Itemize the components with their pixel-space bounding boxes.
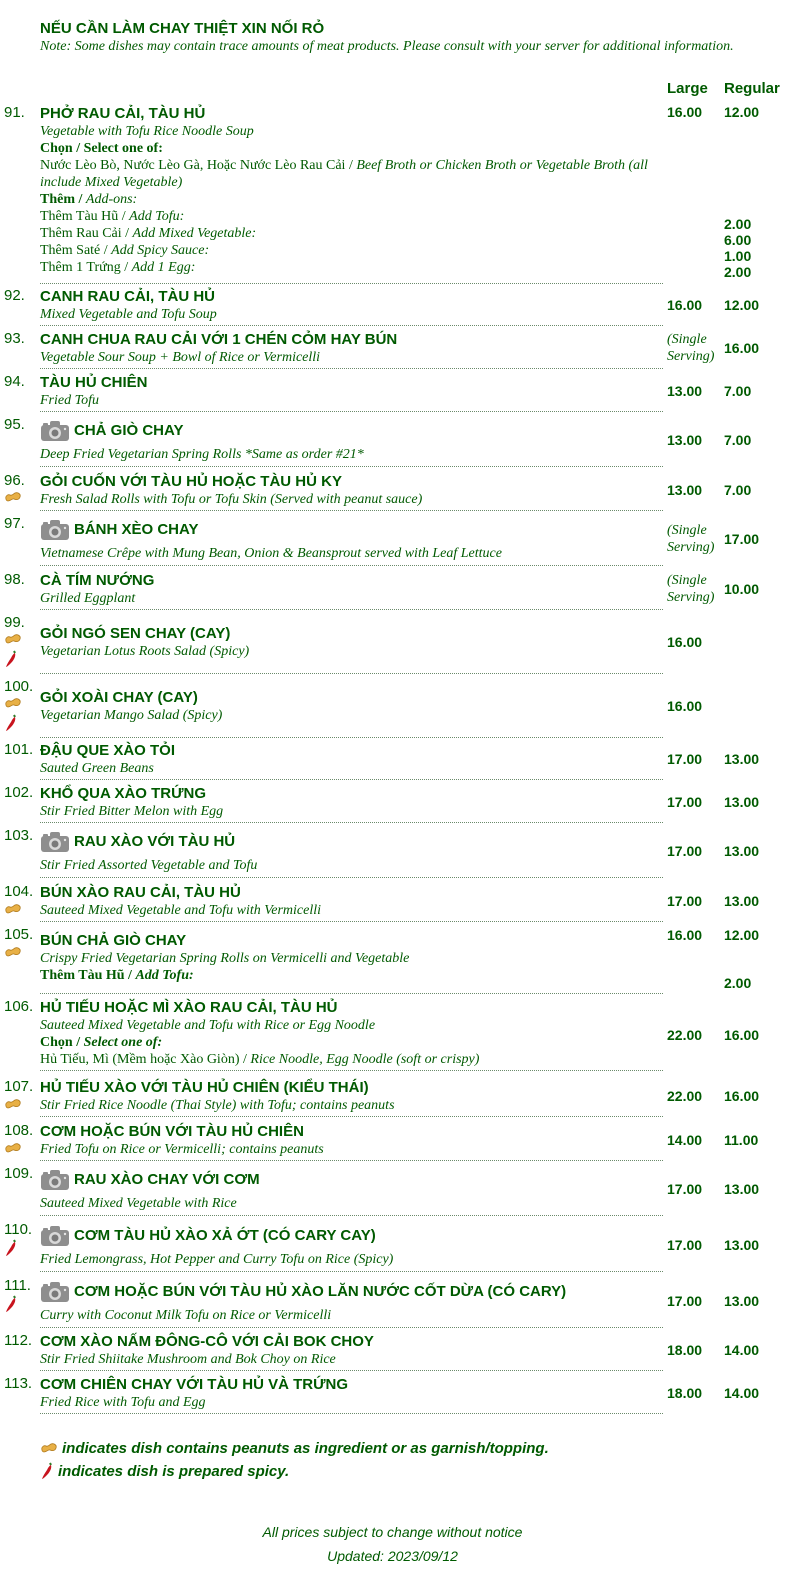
item-name-en: Stir Fried Shiitake Mushroom and Bok Choy on Rice xyxy=(40,1352,336,1367)
item-name-vn: GỎI NGÓ SEN CHAY (CAY) xyxy=(40,625,231,642)
camera-icon[interactable] xyxy=(40,1169,70,1191)
broth-options: Nước Lèo Bò, Nước Lèo Gà, Hoặc Nước Lèo Rau Cải / Beef Broth or Chicken Broth or Vegetable Broth (all include Mixed Vegetable) xyxy=(40,158,648,190)
price-regular: 7.00 xyxy=(724,482,752,498)
item-name-en: Vietnamese Crêpe with Mung Bean, Onion & Beansprout served with Leaf Lettuce xyxy=(40,546,502,561)
peanut-icon xyxy=(4,698,22,708)
peanut-icon xyxy=(4,1099,22,1109)
price-regular: 13.00 xyxy=(724,751,760,767)
item-name-en: Vegetable with Tofu Rice Noodle Soup xyxy=(40,124,254,139)
item-name-en: Fried Rice with Tofu and Egg xyxy=(40,1395,206,1410)
price-regular: 14.00 xyxy=(724,1385,760,1401)
price-large: 18.00 xyxy=(667,1342,703,1358)
item-number: 101. xyxy=(4,741,34,758)
single-serving-note: (Single Serving) xyxy=(667,573,715,605)
price-large: 16.00 xyxy=(667,698,703,714)
item-number: 99. xyxy=(4,614,25,631)
item-name-en: Sauted Green Beans xyxy=(40,761,154,776)
item-name-en: Fried Tofu xyxy=(40,393,99,408)
item-name-en: Sauteed Mixed Vegetable and Tofu with Vermicelli xyxy=(40,903,321,918)
menu-header xyxy=(40,20,740,55)
single-serving-note: (Single Serving) xyxy=(667,523,715,555)
single-serving-note: (Single Serving) xyxy=(667,332,715,364)
price-regular: 11.00 xyxy=(724,1132,759,1148)
price-large: 17.00 xyxy=(667,1181,703,1197)
item-name-en: Sauteed Mixed Vegetable and Tofu with Rice or Egg Noodle xyxy=(40,1018,376,1033)
item-name-vn: CƠM HOẶC BÚN VỚI TÀU HỦ XÀO LĂN NƯỚC CỐT DỪA (CÓ CARY) xyxy=(74,1283,567,1300)
item-name-en: Curry with Coconut Milk Tofu on Rice or Vermicelli xyxy=(40,1308,332,1323)
item-name-en: Sauteed Mixed Vegetable with Rice xyxy=(40,1196,237,1211)
choice-label: Chọn / Select one of: xyxy=(40,141,163,156)
item-name-en: Mixed Vegetable and Tofu Soup xyxy=(40,307,217,322)
peanut-icon xyxy=(4,1143,22,1153)
price-large: 22.00 xyxy=(667,1088,703,1104)
item-name-vn: HỦ TIẾU XÀO VỚI TÀU HỦ CHIÊN (KIỂU THÁI) xyxy=(40,1079,369,1096)
meat-trace-note: Note: Some dishes may contain trace amounts of meat products. Please consult with your server for additional information. xyxy=(40,39,734,54)
item-number: 106. xyxy=(4,998,34,1015)
addon-spicy-sauce: Thêm Saté / Add Spicy Sauce: xyxy=(40,243,210,258)
addons-label: Thêm / Add-ons: xyxy=(40,192,138,207)
item-name-vn: RAU XÀO CHAY VỚI CƠM xyxy=(74,1171,260,1188)
item-name-vn: CƠM XÀO NẤM ĐÔNG-CÔ VỚI CẢI BOK CHOY xyxy=(40,1333,374,1350)
addon-tofu-price: 2.00 xyxy=(724,975,752,991)
item-number: 100. xyxy=(4,678,34,695)
price-regular: 13.00 xyxy=(724,794,760,810)
price-large: 22.00 xyxy=(667,1027,703,1043)
camera-icon[interactable] xyxy=(40,831,70,853)
item-number: 103. xyxy=(4,827,34,844)
item-name-vn: TÀU HỦ CHIÊN xyxy=(40,374,148,391)
addon-vegetable-price: 6.00 xyxy=(724,232,752,248)
price-regular: 16.00 xyxy=(724,340,760,356)
item-number: 98. xyxy=(4,571,25,588)
updated-date: Updated: 2023/09/12 xyxy=(327,1548,458,1564)
item-name-vn: CANH CHUA RAU CẢI VỚI 1 CHÉN CỎM HAY BÚN xyxy=(40,331,398,348)
price-large: 17.00 xyxy=(667,843,703,859)
legend-spicy: indicates dish is prepared spicy. xyxy=(40,1460,549,1482)
camera-icon[interactable] xyxy=(40,1225,70,1247)
chili-pepper-icon xyxy=(4,1239,18,1257)
price-regular: 16.00 xyxy=(724,1027,760,1043)
price-regular: 12.00 xyxy=(724,104,760,120)
price-large: 17.00 xyxy=(667,794,703,810)
item-name-vn: GỎI XOÀI CHAY (CAY) xyxy=(40,689,198,706)
item-number: 95. xyxy=(4,416,25,433)
item-number: 97. xyxy=(4,515,25,532)
price-regular: 12.00 xyxy=(724,927,760,943)
price-regular: 13.00 xyxy=(724,1293,760,1309)
addon-tofu: Thêm Tàu Hũ / Add Tofu: xyxy=(40,209,185,224)
choice-label: Chọn / Select one of: xyxy=(40,1035,163,1050)
item-number: 113. xyxy=(4,1375,33,1392)
addon-vegetable: Thêm Rau Cải / Add Mixed Vegetable: xyxy=(40,226,257,241)
price-regular: 7.00 xyxy=(724,383,752,399)
price-regular: 13.00 xyxy=(724,843,760,859)
item-name-en: Deep Fried Vegetarian Spring Rolls *Same as order #21* xyxy=(40,447,364,462)
price-large: 17.00 xyxy=(667,1293,703,1309)
price-notice: All prices subject to change without notice xyxy=(262,1524,523,1540)
item-number: 91. xyxy=(4,104,25,121)
addon-tofu-price: 2.00 xyxy=(724,216,752,232)
legend-peanut: indicates dish contains peanuts as ingredient or as garnish/topping. xyxy=(40,1437,549,1459)
item-number: 96. xyxy=(4,472,25,489)
item-name-vn: RAU XÀO VỚI TÀU HỦ xyxy=(74,833,236,850)
camera-icon[interactable] xyxy=(40,1281,70,1303)
price-regular: 7.00 xyxy=(724,432,752,448)
column-header-regular: Regular xyxy=(724,80,780,97)
addon-tofu: Thêm Tàu Hũ / Add Tofu: xyxy=(40,968,194,983)
item-name-en: Vegetarian Mango Salad (Spicy) xyxy=(40,708,223,723)
item-name-vn: BÁNH XÈO CHAY xyxy=(74,521,199,538)
noodle-options: Hủ Tiếu, Mì (Mềm hoặc Xào Giòn) / Rice Noodle, Egg Noodle (soft or crispy) xyxy=(40,1052,480,1067)
item-name-vn: CƠM TÀU HỦ XÀO XẢ ỚT (CÓ CARY CAY) xyxy=(74,1227,376,1244)
price-large: 13.00 xyxy=(667,482,703,498)
item-name-vn: CANH RAU CẢI, TÀU HỦ xyxy=(40,288,215,305)
item-number: 109. xyxy=(4,1165,34,1182)
item-name-vn: PHỞ RAU CẢI, TÀU HỦ xyxy=(40,105,206,122)
price-regular: 13.00 xyxy=(724,893,760,909)
price-large: 13.00 xyxy=(667,432,703,448)
price-large: 14.00 xyxy=(667,1132,703,1148)
camera-icon[interactable] xyxy=(40,420,70,442)
price-regular: 12.00 xyxy=(724,297,760,313)
item-name-vn: ĐẬU QUE XÀO TỎI xyxy=(40,742,176,759)
column-header-large: Large xyxy=(667,80,708,97)
peanut-icon xyxy=(4,947,22,957)
peanut-icon xyxy=(40,1443,58,1453)
price-large: 17.00 xyxy=(667,751,703,767)
price-regular: 10.00 xyxy=(724,581,760,597)
item-name-vn: HỦ TIẾU HOẶC MÌ XÀO RAU CẢI, TÀU HỦ xyxy=(40,999,338,1016)
item-number: 93. xyxy=(4,330,25,347)
item-name-vn: CHẢ GIÒ CHAY xyxy=(74,422,184,439)
price-regular: 17.00 xyxy=(724,531,760,547)
item-name-en: Stir Fried Bitter Melon with Egg xyxy=(40,804,224,819)
item-number: 102. xyxy=(4,784,34,801)
item-name-vn: KHỔ QUA XÀO TRỨNG xyxy=(40,785,207,802)
item-name-en: Vegetable Sour Soup + Bowl of Rice or Vermicelli xyxy=(40,350,321,365)
camera-icon[interactable] xyxy=(40,519,70,541)
price-large: 18.00 xyxy=(667,1385,703,1401)
item-number: 107. xyxy=(4,1078,34,1095)
price-regular: 16.00 xyxy=(724,1088,760,1104)
item-name-en: Fried Tofu on Rice or Vermicelli; contains peanuts xyxy=(40,1142,324,1157)
item-name-en: Stir Fried Rice Noodle (Thai Style) with Tofu; contains peanuts xyxy=(40,1098,395,1113)
peanut-icon xyxy=(4,634,22,644)
item-name-en: Vegetarian Lotus Roots Salad (Spicy) xyxy=(40,644,250,659)
peanut-icon xyxy=(4,492,22,502)
price-regular: 13.00 xyxy=(724,1181,760,1197)
item-name-vn: BÚN CHẢ GIÒ CHAY xyxy=(40,932,187,949)
icon-legend xyxy=(40,1437,549,1482)
item-number: 105. xyxy=(4,926,34,943)
chili-pepper-icon xyxy=(4,714,18,732)
price-large: 16.00 xyxy=(667,104,703,120)
item-number: 110. xyxy=(4,1221,33,1238)
item-name-en: Fresh Salad Rolls with Tofu or Tofu Skin (Served with peanut sauce) xyxy=(40,492,423,507)
item-name-vn: CƠM HOẶC BÚN VỚI TÀU HỦ CHIÊN xyxy=(40,1123,304,1140)
item-name-en: Crispy Fried Vegetarian Spring Rolls on Vermicelli and Vegetable xyxy=(40,951,410,966)
item-name-vn: BÚN XÀO RAU CẢI, TÀU HỦ xyxy=(40,884,241,901)
price-large: 13.00 xyxy=(667,383,703,399)
price-regular: 13.00 xyxy=(724,1237,760,1253)
item-name-en: Fried Lemongrass, Hot Pepper and Curry Tofu on Rice (Spicy) xyxy=(40,1252,394,1267)
item-name-vn: CƠM CHIÊN CHAY VỚI TÀU HỦ VÀ TRỨNG xyxy=(40,1376,349,1393)
price-large: 16.00 xyxy=(667,297,703,313)
price-regular: 14.00 xyxy=(724,1342,760,1358)
price-large: 16.00 xyxy=(667,634,703,650)
item-number: 108. xyxy=(4,1122,34,1139)
addon-egg-price: 2.00 xyxy=(724,264,752,280)
addon-egg: Thêm 1 Trứng / Add 1 Egg: xyxy=(40,260,196,275)
vegetarian-request-heading: NẾU CẦN LÀM CHAY THIỆT XIN NỐI RỎ xyxy=(40,20,325,37)
item-name-en: Grilled Eggplant xyxy=(40,591,136,606)
price-large: 16.00 xyxy=(667,927,703,943)
item-number: 112. xyxy=(4,1332,33,1349)
item-number: 104. xyxy=(4,883,34,900)
chili-pepper-icon xyxy=(40,1462,54,1480)
item-number: 111. xyxy=(4,1277,31,1294)
item-name-vn: GỎI CUỐN VỚI TÀU HỦ HOẶC TÀU HỦ KY xyxy=(40,473,342,490)
item-number: 92. xyxy=(4,287,25,304)
item-number: 94. xyxy=(4,373,25,390)
price-large: 17.00 xyxy=(667,893,703,909)
price-large: 17.00 xyxy=(667,1237,703,1253)
item-name-en: Stir Fried Assorted Vegetable and Tofu xyxy=(40,858,258,873)
item-name-vn: CÀ TÍM NƯỚNG xyxy=(40,572,155,589)
chili-pepper-icon xyxy=(4,650,18,668)
addon-spicy-sauce-price: 1.00 xyxy=(724,248,752,264)
chili-pepper-icon xyxy=(4,1295,18,1313)
peanut-icon xyxy=(4,904,22,914)
